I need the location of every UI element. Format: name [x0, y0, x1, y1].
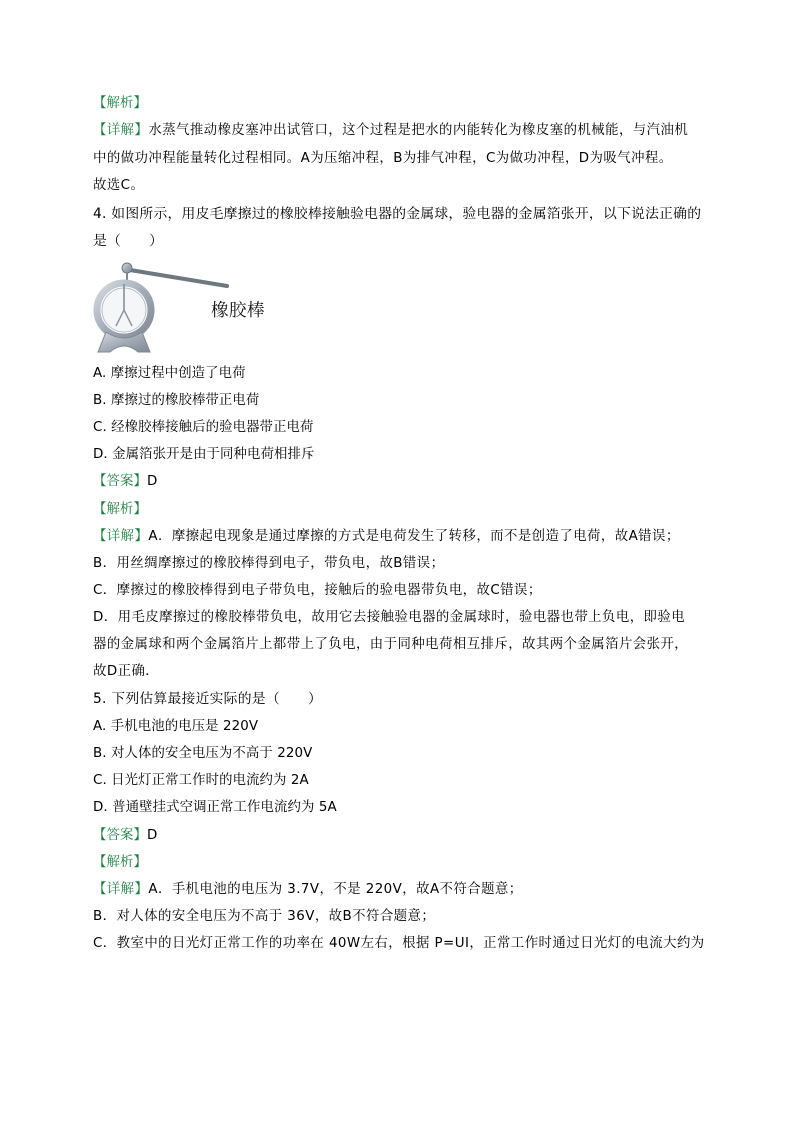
q4-answer-label: 【答案】 [93, 474, 147, 489]
q5-option-c: C. 日光灯正常工作时的电流约为 2A [93, 773, 309, 788]
q4-option-a: A. 摩擦过程中创造了电荷 [93, 366, 246, 381]
q5-detail-text-1: A．手机电池的电压为 3.7V，不是 220V，故A不符合题意； [148, 882, 523, 897]
q4-stem-line-2: 是（ ） [93, 233, 164, 249]
q5-answer-value: D [146, 828, 158, 843]
q4-stem-line-1: 4. 如图所示，用皮毛摩擦过的橡胶棒接触验电器的金属球，验电器的金属箔张开，以下说法正确的 [93, 206, 702, 222]
q4-detail-line-3: C．摩擦过的橡胶棒得到电子带负电，接触后的验电器带负电，故C错误； [93, 583, 542, 598]
q5-option-d: D. 普通壁挂式空调正常工作电流约为 5A [93, 800, 337, 815]
q5-analysis-label: 【解析】 [93, 855, 147, 870]
q5-answer-label: 【答案】 [93, 828, 147, 843]
q5-detail-line-2: B．对人体的安全电压为不高于 36V，故B不符合题意； [93, 909, 436, 924]
q5-detail-line-3: C．教室中的日光灯正常工作的功率在 40W左右，根据 P=UI，正常工作时通过日光灯的电流大约为 [93, 936, 705, 951]
q4-option-b: B. 摩擦过的橡胶棒带正电荷 [93, 393, 260, 408]
q5-detail-line-1 [93, 881, 523, 899]
q3-detail-label: 【详解】 [93, 123, 149, 138]
q4-option-d: D. 金属箔张开是由于同种电荷相排斥 [93, 447, 315, 462]
q4-analysis-label: 【解析】 [93, 502, 147, 517]
q4-detail-label: 【详解】 [93, 529, 149, 544]
q4-detail-line-1 [93, 528, 680, 546]
q4-detail-line-6: 故D正确． [93, 664, 160, 679]
metal-ball [122, 263, 132, 273]
q4-answer [93, 473, 157, 491]
q4-option-c: C. 经橡胶棒接触后的验电器带正电荷 [93, 420, 314, 435]
q4-detail-line-5: 器的金属球和两个金属箔片上都带上了负电，由于同种电荷相互排斥，故其两个金属箔片会张开， [93, 637, 689, 652]
figure-label-rubber-rod: 橡胶棒 [211, 301, 265, 321]
q3-detail-text-1: 水蒸气推动橡皮塞冲出试管口，这个过程是把水的内能转化为橡皮塞的机械能，与汽油机 [148, 123, 689, 138]
q4-detail-line-2: B．用丝绸摩擦过的橡胶棒得到电子，带负电，故B错误； [93, 556, 445, 571]
q5-option-b: B. 对人体的安全电压为不高于 220V [93, 746, 313, 761]
q5-detail-label: 【详解】 [93, 882, 149, 897]
q3-conclusion: 故选C。 [93, 178, 145, 193]
q3-detail-line-1 [93, 122, 688, 140]
q5-stem: 5. 下列估算最接近实际的是（ ） [93, 691, 323, 707]
q5-option-a: A. 手机电池的电压是 220V [93, 719, 259, 734]
q5-answer [93, 827, 157, 845]
q4-detail-text-1: A．摩擦起电现象是通过摩擦的方式是电荷发生了转移，而不是创造了电荷，故A错误； [148, 529, 680, 544]
q4-detail-line-4: D．用毛皮摩擦过的橡胶棒带负电，故用它去接触验电器的金属球时，验电器也带上负电，即验电 [93, 610, 686, 625]
q3-analysis-label: 【解析】 [93, 96, 147, 111]
rubber-rod [130, 270, 227, 286]
q4-answer-value: D [146, 474, 158, 489]
q3-detail-line-2: 中的做功冲程能量转化过程相同。A为压缩冲程，B为排气冲程，C为做功冲程，D为吸气冲程。 [93, 151, 673, 166]
